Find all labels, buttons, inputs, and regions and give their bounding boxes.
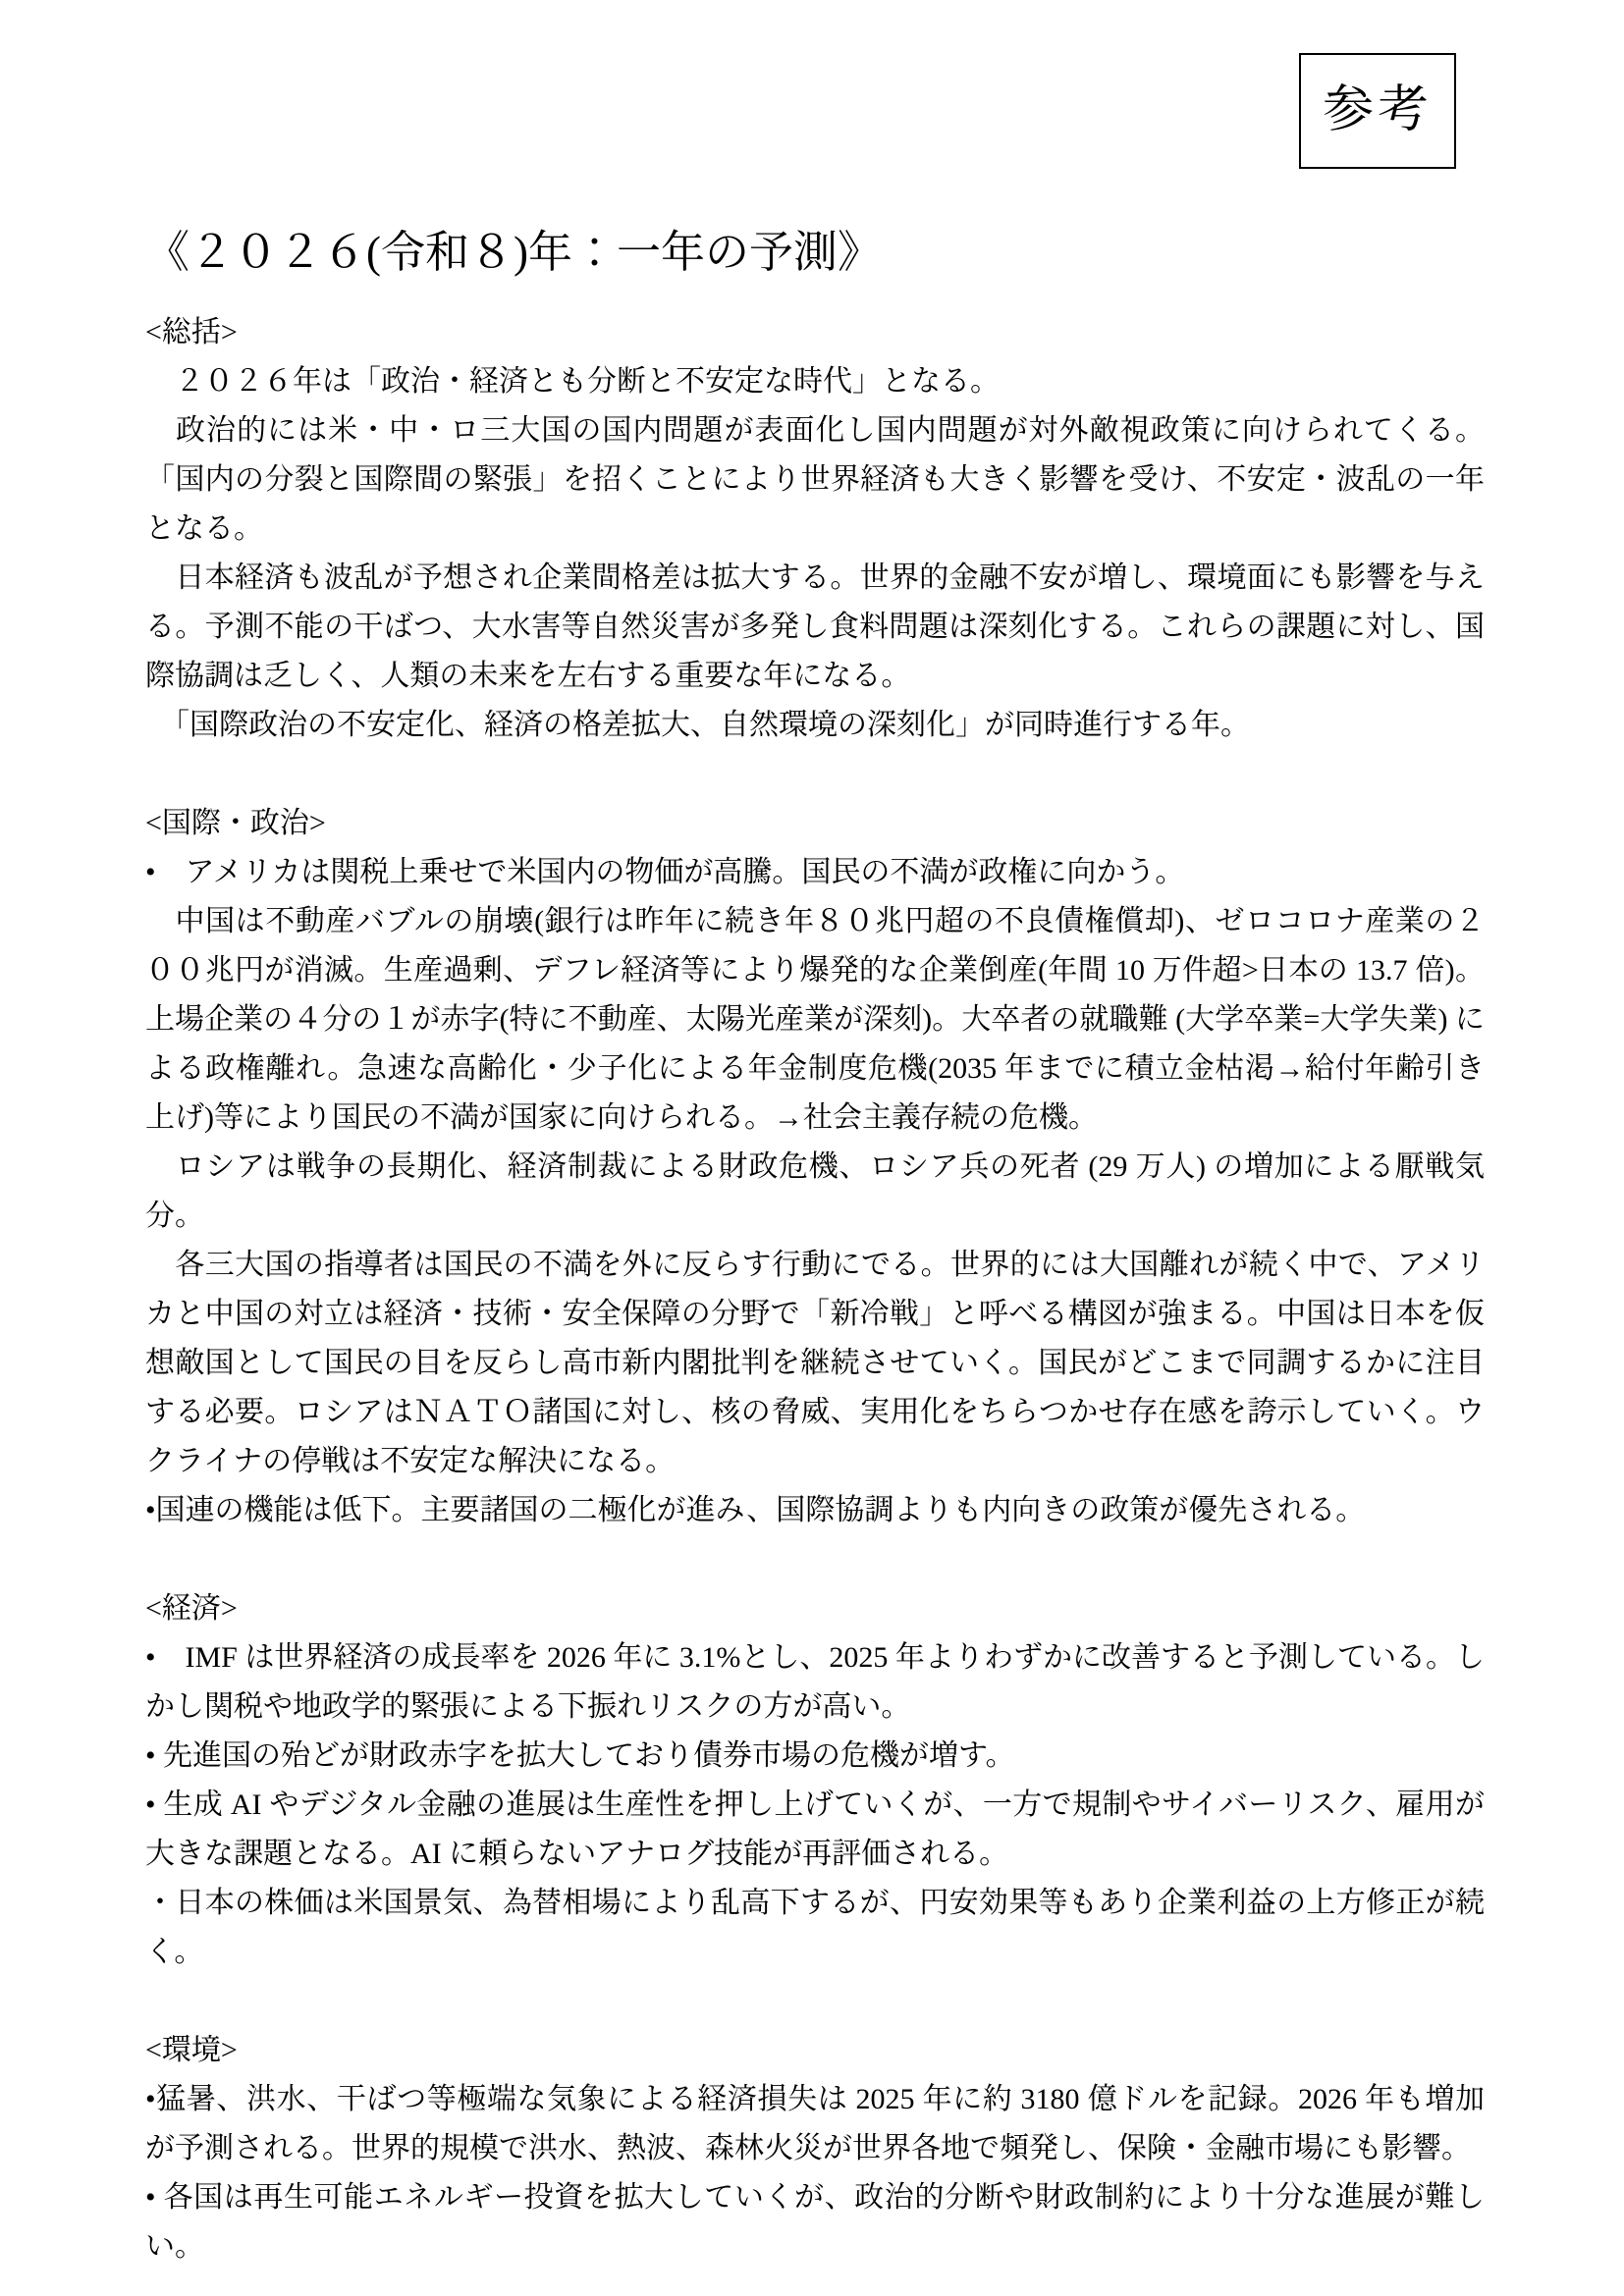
summary-paragraph-2: 政治的には米・中・ロ三大国の国内問題が表面化し国内問題が対外敵視政策に向けられてくる。「国内の分裂と国際間の緊張」を招くことにより世界経済も大きく影響を受け、不安定・波乱の一年となる。 [145, 414, 1485, 545]
section-economy [145, 1584, 1485, 1977]
intl-politics-paragraph-3: ロシアは戦争の長期化、経済制裁による財政危機、ロシア兵の死者 (29 万人) の増加による厭戦気分。 [145, 1150, 1485, 1232]
page-title: 《２０２６(令和８)年：一年の予測》 [145, 228, 882, 277]
economy-paragraph-2: • 先進国の殆どが財政赤字を拡大しており債券市場の危機が増す。 [145, 1739, 1015, 1772]
environment-paragraph-1: •猛暑、洪水、干ばつ等極端な気象による経済損失は 2025 年に約 3180 億ドルを記録。2026 年も増加が予測される。世界的規模で洪水、熱波、森林火災が世界各地で頻発し、保険・金融市場にも影響。 [145, 2083, 1485, 2164]
document-content [145, 224, 1485, 2271]
section-environment-heading: <環境> [145, 2034, 238, 2066]
economy-paragraph-1: • IMF は世界経済の成長率を 2026 年に 3.1%とし、2025 年よりわずかに改善すると予測している。しかし関税や地政学的緊張による下振れリスクの方が高い。 [145, 1641, 1485, 1723]
intl-politics-paragraph-4: 各三大国の指導者は国民の不満を外に反らす行動にでる。世界的には大国離れが続く中で、アメリカと中国の対立は経済・技術・安全保障の分野で「新冷戦」と呼べる構図が強まる。中国は日本を仮想敵国として国民の目を反らし高市新内閣批判を継続させていく。国民がどこまで同調するかに注目する必要。ロシアはＮＡＴＯ諸国に対し、核の脅威、実用化をちらつかせ存在感を誇示していく。ウクライナの停戦は不安定な解決になる。 [145, 1249, 1485, 1477]
summary-paragraph-3: 日本経済も波乱が予想され企業間格差は拡大する。世界的金融不安が増し、環境面にも影響を与える。予測不能の干ばつ、大水害等自然災害が多発し食料問題は深刻化する。これらの課題に対し、国際協調は乏しく、人類の未来を左右する重要な年になる。 [145, 561, 1485, 692]
environment-paragraph-2: • 各国は再生可能エネルギー投資を拡大していくが、政治的分断や財政制約により十分な進展が難しい。 [145, 2181, 1485, 2263]
section-economy-heading: <経済> [145, 1592, 238, 1625]
economy-paragraph-4: ・日本の株価は米国景気、為替相場により乱高下するが、円安効果等もあり企業利益の上方修正が続く。 [145, 1887, 1485, 1968]
intl-politics-paragraph-5: •国連の機能は低下。主要諸国の二極化が進み、国際協調よりも内向きの政策が優先される。 [145, 1494, 1366, 1526]
reference-stamp-label: 参考 [1322, 82, 1433, 138]
reference-stamp-box [1299, 53, 1456, 169]
section-summary [145, 308, 1485, 750]
summary-paragraph-1: ２０２６年は「政治・経済とも分断と不安定な時代」となる。 [145, 365, 1000, 398]
economy-paragraph-3: • 生成 AI やデジタル金融の進展は生産性を押し上げていくが、一方で規制やサイバーリスク、雇用が大きな課題となる。AI に頼らないアナログ技能が再評価される。 [145, 1789, 1485, 1870]
intl-politics-paragraph-1: • アメリカは関税上乗せで米国内の物価が高騰。国民の不満が政権に向かう。 [145, 856, 1185, 888]
section-international-politics-heading: <国際・政治> [145, 807, 326, 839]
section-environment [145, 2026, 1485, 2271]
summary-paragraph-4: 「国際政治の不安定化、経済の格差拡大、自然環境の深刻化」が同時進行する年。 [145, 709, 1250, 741]
section-international-politics [145, 799, 1485, 1535]
intl-politics-paragraph-2: 中国は不動産バブルの崩壊(銀行は昨年に続き年８０兆円超の不良債権償却)、ゼロコロナ産業の２００兆円が消滅。生産過剰、デフレ経済等により爆発的な企業倒産(年間 10 万件超>日本の 13.7 倍)。上場企業の４分の１が赤字(特に不動産、太陽光産業が深刻)。大卒者の就職難 (大学卒業=大学失業) による政権離れ。急速な高齢化・少子化による年金制度危機(2035 年までに積立金枯渇→給付年齢引き上げ)等により国民の不満が国家に向けられる。→社会主義存続の危機。 [145, 905, 1485, 1134]
section-summary-heading: <総括> [145, 316, 238, 348]
